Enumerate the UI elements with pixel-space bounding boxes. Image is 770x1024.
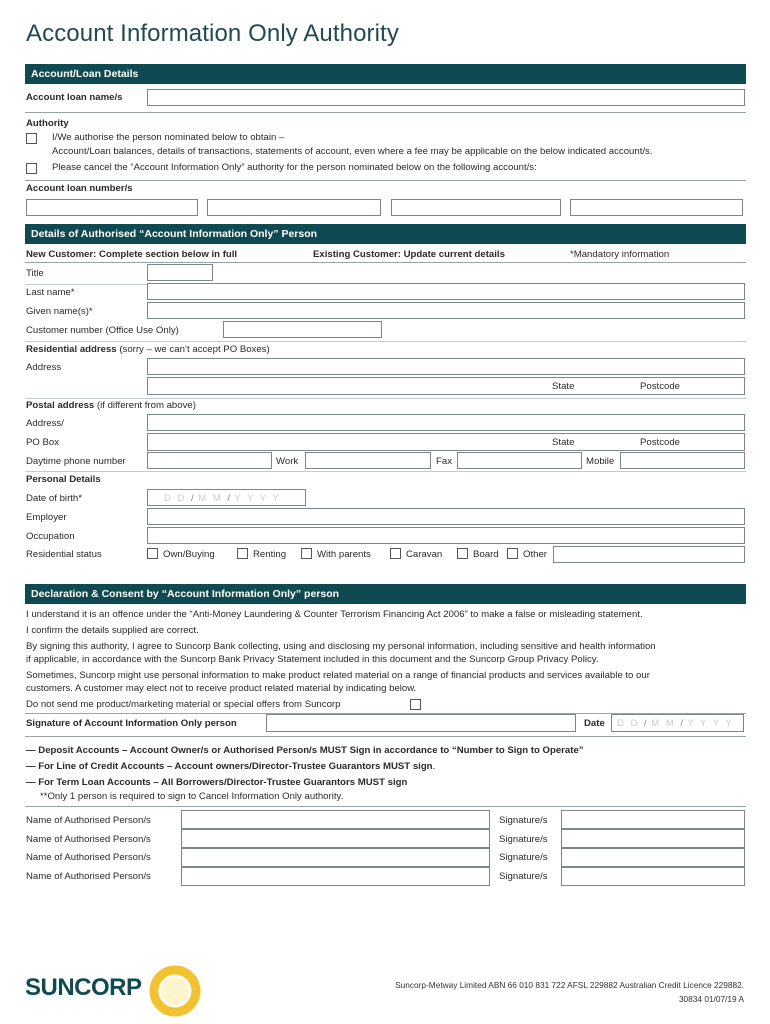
- daytime-phone-input[interactable]: [147, 452, 272, 469]
- divider: [25, 471, 746, 472]
- personal-details-heading: Personal Details: [26, 474, 101, 485]
- employer-label: Employer: [26, 512, 67, 523]
- title-input[interactable]: [147, 264, 213, 281]
- authorise-text-line1: I/We authorise the person nominated below to obtain –: [52, 132, 285, 143]
- signature-label-3: Signature/s: [499, 852, 548, 863]
- declaration-p3a: By signing this authority, I agree to Suncorp Bank collecting, using and disclosing my personal information, including sensitive and health information: [26, 641, 656, 652]
- last-name-input[interactable]: [147, 283, 745, 300]
- name-label-1: Name of Authorised Person/s: [26, 815, 151, 826]
- status-option-renting: Renting: [253, 549, 287, 560]
- declaration-p4b: customers. A customer may elect not to receive product related material by indicating below.: [26, 683, 417, 694]
- bullet-deposit: — Deposit Accounts – Account Owner/s or Authorised Person/s MUST Sign in accordance to “Number to Sign to Operate”: [26, 745, 584, 756]
- signature-label-4: Signature/s: [499, 871, 548, 882]
- name-label-4: Name of Authorised Person/s: [26, 871, 151, 882]
- fax-input[interactable]: [457, 452, 582, 469]
- signature-date-input[interactable]: D D / M M / Y Y Y Y: [611, 714, 744, 732]
- status-other-input[interactable]: [553, 546, 745, 563]
- status-checkbox-board[interactable]: [457, 548, 468, 559]
- residential-address-heading: Residential address (sorry – we can’t accept PO Boxes): [26, 344, 270, 355]
- status-checkbox-renting[interactable]: [237, 548, 248, 559]
- postal-address-line1-input[interactable]: [147, 414, 745, 431]
- state-label: State: [552, 381, 575, 392]
- divider: [25, 262, 746, 263]
- divider: [25, 180, 746, 181]
- status-option-parents: With parents: [317, 549, 371, 560]
- declaration-p4a: Sometimes, Suncorp might use personal information to make product related material on a range of financial products and services available to our: [26, 670, 650, 681]
- signature-input-4[interactable]: [561, 867, 745, 886]
- divider: [25, 341, 746, 342]
- work-label: Work: [276, 456, 299, 467]
- cancel-note: **Only 1 person is required to sign to Cancel Information Only authority.: [40, 791, 344, 802]
- declaration-p1: I understand it is an offence under the “Anti-Money Laundering & Counter Terrorism Financing Act 2006” to make a false or misleading statement.: [26, 609, 643, 620]
- divider: [25, 736, 746, 737]
- status-option-own: Own/Buying: [163, 549, 215, 560]
- status-option-board: Board: [473, 549, 499, 560]
- given-names-input[interactable]: [147, 302, 745, 319]
- name-input-1[interactable]: [181, 810, 490, 829]
- mandatory-note: *Mandatory information: [570, 249, 670, 260]
- status-option-other: Other: [523, 549, 547, 560]
- mobile-label: Mobile: [586, 456, 615, 467]
- status-checkbox-own[interactable]: [147, 548, 158, 559]
- fax-label: Fax: [436, 456, 452, 467]
- cancel-text: Please cancel the “Account Information Only” authority for the person nominated below on the following account/s:: [52, 162, 537, 173]
- title-label: Title: [26, 268, 44, 279]
- page-title: Account Information Only Authority: [26, 20, 399, 47]
- divider: [25, 806, 746, 807]
- status-checkbox-other[interactable]: [507, 548, 518, 559]
- address-label: Address: [26, 362, 62, 373]
- postcode-label: Postcode: [640, 381, 681, 392]
- footer-legal: Suncorp-Metway Limited ABN 66 010 831 722 AFSL 229882 Australian Credit Licence 229882.: [395, 980, 744, 990]
- account-number-label: Account loan number/s: [26, 183, 133, 194]
- address-po-label: Address/: [26, 418, 64, 429]
- residential-address-line1-input[interactable]: [147, 358, 745, 375]
- section-header-account-loan: Account/Loan Details: [25, 64, 746, 84]
- new-customer-label: New Customer: Complete section below in full: [26, 249, 238, 260]
- dob-input[interactable]: D D / M M / Y Y Y Y: [147, 489, 306, 506]
- authority-label: Authority: [26, 118, 69, 129]
- status-checkbox-caravan[interactable]: [390, 548, 401, 559]
- customer-number-input[interactable]: [223, 321, 382, 338]
- signature-label-2: Signature/s: [499, 834, 548, 845]
- divider: [25, 112, 746, 113]
- section-header-declaration: Declaration & Consent by “Account Information Only” person: [25, 584, 746, 604]
- declaration-p3b: if applicable, in accordance with the Suncorp Bank Privacy Statement included in this document and the Suncorp Group Privacy Policy.: [26, 654, 599, 665]
- last-name-label: Last name*: [26, 287, 75, 298]
- mobile-input[interactable]: [620, 452, 745, 469]
- occupation-label: Occupation: [26, 531, 75, 542]
- signature-input[interactable]: [266, 714, 576, 732]
- signature-input-3[interactable]: [561, 848, 745, 867]
- postal-address-heading: Postal address (if different from above): [26, 400, 196, 411]
- state-label: State: [552, 437, 575, 448]
- postcode-label: Postcode: [640, 437, 681, 448]
- suncorp-sun-icon: [148, 964, 202, 1018]
- divider: [25, 398, 746, 399]
- account-number-input-1[interactable]: [26, 199, 198, 216]
- name-label-3: Name of Authorised Person/s: [26, 852, 151, 863]
- signature-input-2[interactable]: [561, 829, 745, 848]
- name-label-2: Name of Authorised Person/s: [26, 834, 151, 845]
- dob-label: Date of birth*: [26, 493, 82, 504]
- declaration-p5: Do not send me product/marketing material or special offers from Suncorp: [26, 699, 341, 710]
- occupation-input[interactable]: [147, 527, 745, 544]
- bullet-line-of-credit: — For Line of Credit Accounts – Account owners/Director-Trustee Guarantors MUST sign.: [26, 761, 436, 772]
- po-box-label: PO Box: [26, 437, 60, 448]
- date-label: Date: [584, 718, 605, 729]
- account-number-input-3[interactable]: [391, 199, 561, 216]
- signature-input-1[interactable]: [561, 810, 745, 829]
- declaration-p2: I confirm the details supplied are correct.: [26, 625, 199, 636]
- name-input-3[interactable]: [181, 848, 490, 867]
- cancel-checkbox[interactable]: [26, 163, 37, 174]
- existing-customer-label: Existing Customer: Update current details: [313, 249, 505, 260]
- bullet-term-loan: — For Term Loan Accounts – All Borrowers/Director-Trustee Guarantors MUST sign: [26, 777, 408, 788]
- daytime-phone-label: Daytime phone number: [26, 456, 126, 467]
- account-number-input-4[interactable]: [570, 199, 743, 216]
- authorise-checkbox[interactable]: [26, 133, 37, 144]
- name-input-4[interactable]: [181, 867, 490, 886]
- account-name-input[interactable]: [147, 89, 745, 106]
- signature-label: Signature of Account Information Only person: [26, 718, 237, 729]
- account-name-label: Account loan name/s: [26, 92, 123, 103]
- residential-status-label: Residential status: [26, 549, 102, 560]
- status-option-caravan: Caravan: [406, 549, 443, 560]
- footer-form-code: 30834 01/07/19 A: [678, 994, 744, 1004]
- account-number-input-2[interactable]: [207, 199, 381, 216]
- suncorp-logo-text: SUNCORP: [25, 974, 142, 1001]
- section-header-authorised-person: Details of Authorised “Account Information Only” Person: [25, 224, 746, 244]
- status-checkbox-parents[interactable]: [301, 548, 312, 559]
- name-input-2[interactable]: [181, 829, 490, 848]
- given-names-label: Given name(s)*: [26, 306, 93, 317]
- no-marketing-checkbox[interactable]: [410, 699, 421, 710]
- customer-number-label: Customer number (Office Use Only): [26, 325, 179, 336]
- authorise-text-line2: Account/Loan balances, details of transactions, statements of account, even where a fee may be applicable on the below indicated account/s.: [52, 146, 653, 157]
- work-phone-input[interactable]: [305, 452, 431, 469]
- employer-input[interactable]: [147, 508, 745, 525]
- signature-label-1: Signature/s: [499, 815, 548, 826]
